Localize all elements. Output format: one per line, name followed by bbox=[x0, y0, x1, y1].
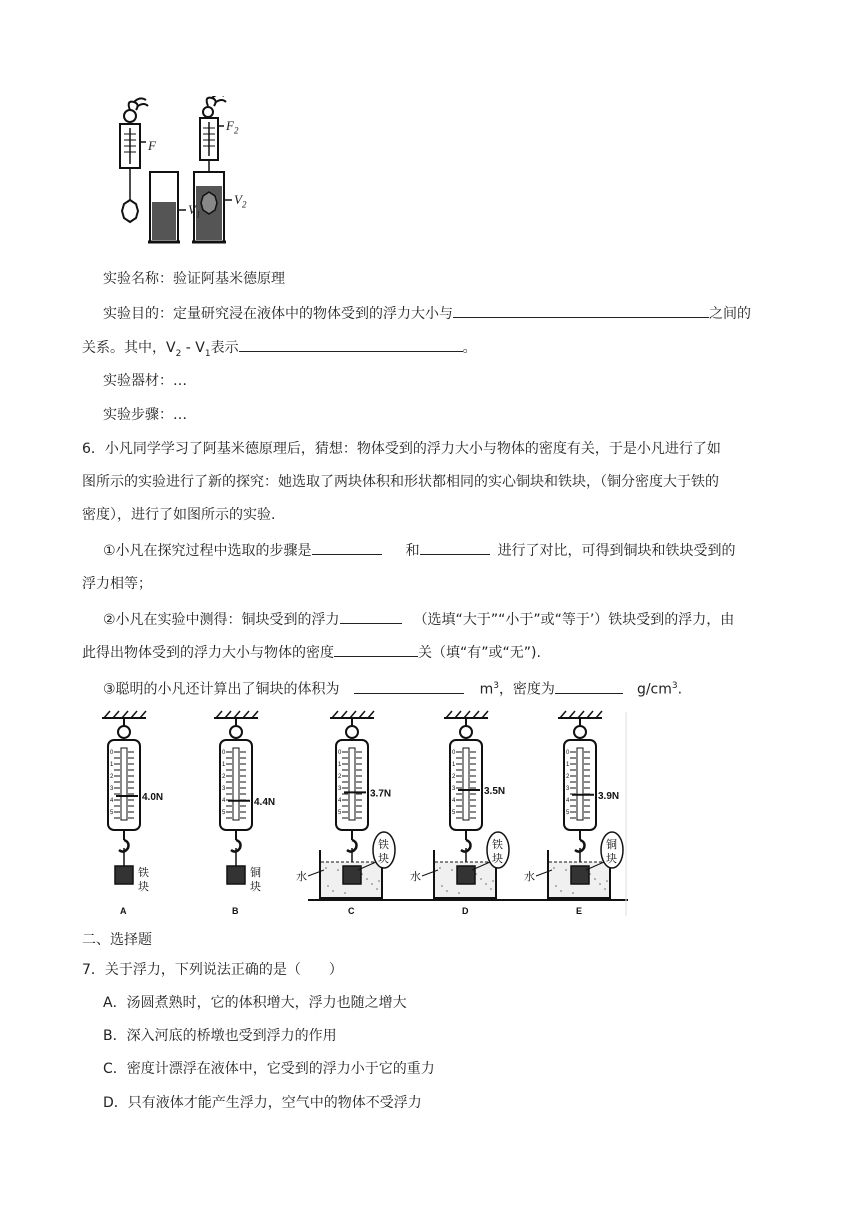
scale-reading: 4.4N bbox=[254, 796, 276, 808]
svg-text:0: 0 bbox=[222, 750, 226, 756]
q6-stem-line-1: 6．小凡同学学习了阿基米德原理后，猜想：物体受到的浮力大小与物体的密度有关，于是小凡进行了如 bbox=[82, 441, 721, 457]
water-label: 水 bbox=[296, 871, 307, 883]
scale-reading: 3.5N bbox=[484, 786, 506, 797]
metal-block bbox=[571, 866, 589, 884]
experiment-steps: 实验步骤：… bbox=[103, 407, 187, 423]
metal-block bbox=[227, 866, 245, 884]
density-experiment-drawing bbox=[98, 708, 628, 920]
svg-text:块: 块 bbox=[492, 853, 503, 865]
answer-blank-density[interactable] bbox=[555, 679, 623, 694]
svg-text:0: 0 bbox=[566, 750, 570, 756]
block-label: 铁 bbox=[138, 867, 149, 879]
scale-reading: 3.9N bbox=[598, 790, 620, 802]
svg-text:5: 5 bbox=[338, 810, 342, 816]
svg-text:1: 1 bbox=[110, 762, 114, 768]
q6-stem-line-2: 图所示的实验进行了新的探究：她选取了两块体积和形状都相同的实心铜块和铁块，（铜分密度大于铁的 bbox=[82, 474, 719, 490]
scale-panel-c bbox=[296, 711, 395, 916]
panel-letter: D bbox=[462, 906, 469, 916]
panel-letter: A bbox=[120, 906, 127, 916]
svg-text:2: 2 bbox=[110, 774, 114, 780]
svg-text:0: 0 bbox=[110, 750, 114, 756]
panel-letter: B bbox=[232, 906, 239, 916]
svg-text:5: 5 bbox=[110, 810, 114, 816]
volume-label-v1: $V_1$ bbox=[188, 202, 201, 220]
svg-text:4: 4 bbox=[222, 798, 226, 804]
experiment-purpose: 实验目的：定量研究浸在液体中的物体受到的浮力大小与 之间的 bbox=[103, 303, 751, 324]
block-label: 铜 bbox=[250, 867, 261, 879]
svg-text:4: 4 bbox=[338, 798, 342, 804]
svg-text:3: 3 bbox=[338, 786, 342, 792]
block-label: 铁 bbox=[492, 839, 503, 851]
volume-label-v2: $V_2$ bbox=[234, 192, 247, 210]
answer-blank-relation[interactable] bbox=[239, 337, 463, 352]
scale-panel-d bbox=[410, 711, 509, 916]
force-label-f: F bbox=[148, 138, 156, 153]
answer-blank-step-1[interactable] bbox=[312, 540, 382, 555]
svg-text:4: 4 bbox=[452, 798, 456, 804]
svg-text:3: 3 bbox=[452, 786, 456, 792]
svg-text:1: 1 bbox=[566, 762, 570, 768]
svg-text:0: 0 bbox=[338, 750, 342, 756]
answer-blank-compare[interactable] bbox=[340, 609, 402, 624]
answer-blank-volume[interactable] bbox=[354, 679, 464, 694]
svg-text:1: 1 bbox=[222, 762, 226, 768]
force-label-f2: $F_2$ bbox=[226, 118, 239, 136]
q6-part-2-cont: 此得出物体受到的浮力大小与物体的密度 关（填“有”或“无”). bbox=[82, 642, 541, 663]
q6-part-3: ③聪明的小凡还计算出了铜块的体积为 $m^3$，密度为 $g/cm^3$. bbox=[103, 676, 682, 700]
q7-option-c[interactable]: C．密度计漂浮在液体中，它受到的浮力小于它的重力 bbox=[103, 1061, 435, 1077]
metal-block bbox=[115, 866, 133, 884]
scale-reading: 4.0N bbox=[142, 792, 164, 803]
answer-blank-step-2[interactable] bbox=[420, 540, 490, 555]
q7-stem: 7．关于浮力，下列说法正确的是（ ） bbox=[82, 962, 343, 978]
svg-text:块: 块 bbox=[138, 881, 149, 893]
svg-text:5: 5 bbox=[566, 810, 570, 816]
svg-text:0: 0 bbox=[452, 750, 456, 756]
svg-text:1: 1 bbox=[338, 762, 342, 768]
spring-scale-1 bbox=[120, 98, 148, 222]
experiment-relation: 关系。其中，$V_2 - V_1$表示 。 bbox=[82, 337, 477, 364]
water-label: 水 bbox=[524, 871, 535, 883]
figure-archimedes-setup bbox=[108, 96, 258, 246]
scale-panel-e bbox=[524, 711, 623, 916]
svg-text:块: 块 bbox=[378, 853, 389, 865]
panel-letter: E bbox=[576, 906, 583, 916]
svg-text:块: 块 bbox=[250, 881, 261, 893]
scale-panel-a bbox=[102, 711, 163, 916]
q7-option-b[interactable]: B．深入河底的桥墩也受到浮力的作用 bbox=[103, 1028, 337, 1044]
water-label: 水 bbox=[410, 871, 421, 883]
q6-part-2: ②小凡在实验中测得：铜块受到的浮力 （选填“大于”“小于”或“等于’）铁块受到的浮力，由 bbox=[103, 609, 734, 630]
q7-option-d[interactable]: D．只有液体才能产生浮力，空气中的物体不受浮力 bbox=[103, 1095, 422, 1111]
block-label: 铁 bbox=[378, 839, 389, 851]
figure-density-experiment bbox=[98, 708, 628, 920]
svg-text:3: 3 bbox=[566, 786, 570, 792]
svg-text:3: 3 bbox=[222, 786, 226, 792]
scale-panel-b bbox=[214, 711, 275, 916]
svg-text:4: 4 bbox=[566, 798, 570, 804]
svg-text:3: 3 bbox=[110, 786, 114, 792]
metal-block bbox=[457, 866, 475, 884]
scale-reading: 3.7N bbox=[370, 788, 392, 800]
svg-text:2: 2 bbox=[566, 774, 570, 780]
q6-part-1: ①小凡在探究过程中选取的步骤是 和 进行了对比，可得到铜块和铁块受到的 bbox=[103, 540, 736, 561]
block-label: 铜 bbox=[606, 839, 617, 851]
svg-text:5: 5 bbox=[452, 810, 456, 816]
metal-block bbox=[343, 866, 361, 884]
experiment-equipment: 实验器材：… bbox=[103, 373, 187, 389]
graduated-cylinder-1 bbox=[148, 172, 186, 242]
answer-blank-relation-density[interactable] bbox=[334, 642, 418, 657]
svg-text:2: 2 bbox=[222, 774, 226, 780]
svg-text:2: 2 bbox=[338, 774, 342, 780]
q6-stem-line-3: 密度），进行了如图所示的实验. bbox=[82, 507, 276, 523]
answer-blank-purpose[interactable] bbox=[453, 303, 709, 318]
q7-option-a[interactable]: A．汤圆煮熟时，它的体积增大，浮力也随之增大 bbox=[103, 995, 407, 1011]
svg-text:5: 5 bbox=[222, 810, 226, 816]
svg-text:块: 块 bbox=[606, 853, 617, 865]
svg-text:4: 4 bbox=[110, 798, 114, 804]
experiment-name: 实验名称：验证阿基米德原理 bbox=[103, 271, 285, 287]
svg-text:2: 2 bbox=[452, 774, 456, 780]
panel-letter: C bbox=[348, 906, 355, 916]
svg-text:1: 1 bbox=[452, 762, 456, 768]
section-title: 二、选择题 bbox=[82, 932, 152, 948]
q6-part-1-cont: 浮力相等； bbox=[82, 576, 152, 592]
